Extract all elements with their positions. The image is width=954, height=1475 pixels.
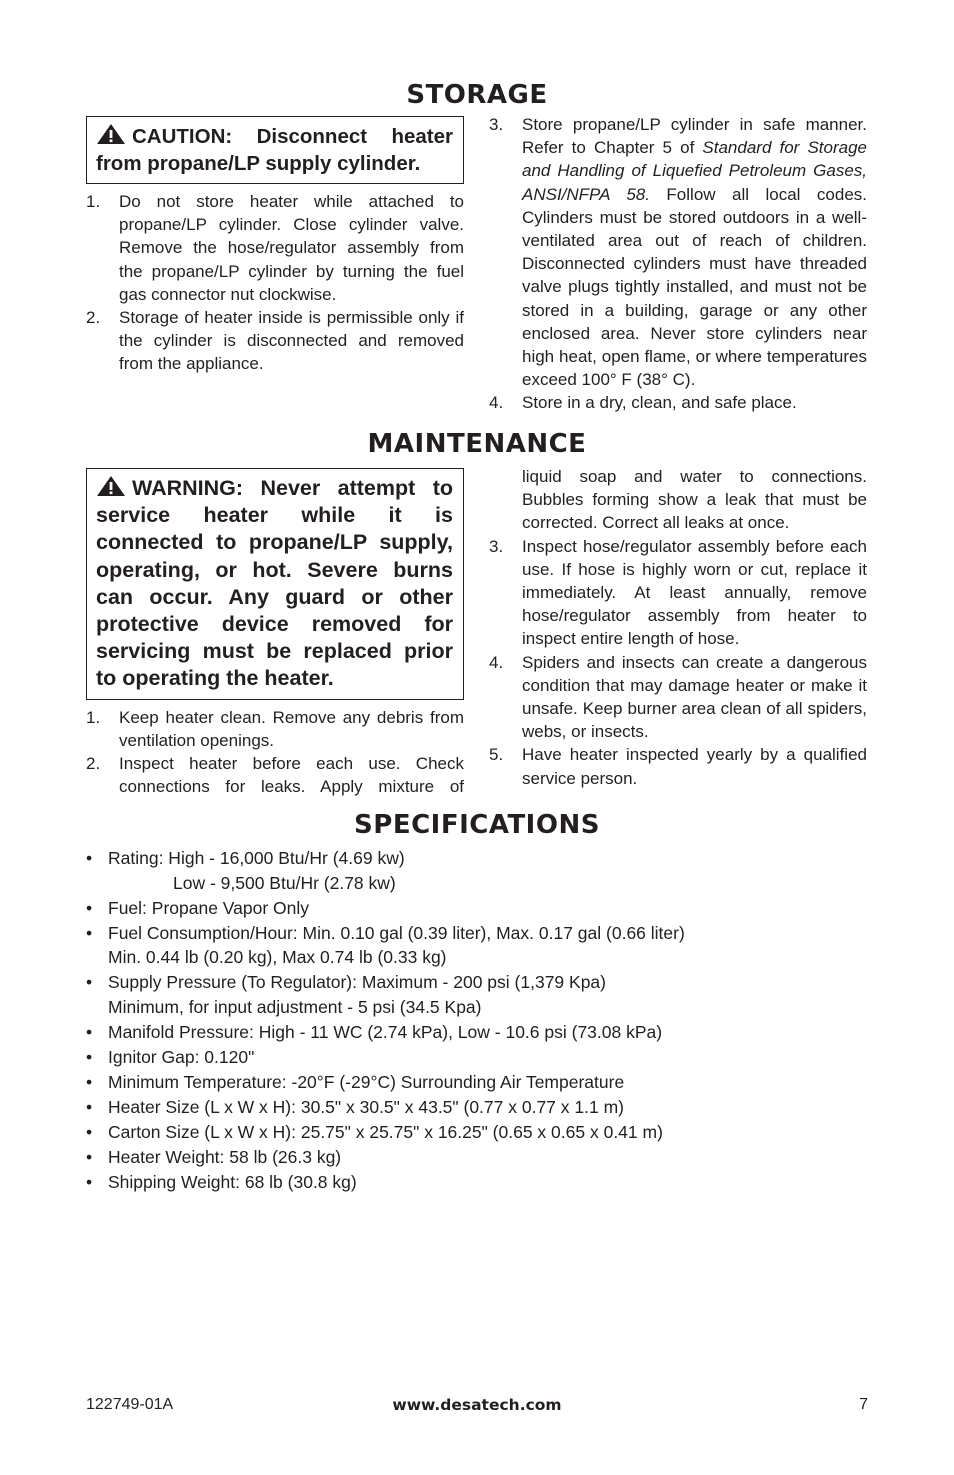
- specifications-heading: SPECIFICATIONS: [354, 810, 600, 840]
- list-item: • Manifold Pressure: High - 11 WC (2.74 kPa), Low - 10.6 psi (73.08 kPa): [86, 1021, 663, 1042]
- maintenance-heading: MAINTENANCE: [367, 429, 587, 459]
- storage-list-right: [489, 113, 867, 415]
- specifications-list: [86, 846, 806, 1195]
- list-item: • Rating: High - 16,000 Btu/Hr (4.69 kw) Low - 9,500 Btu/Hr (2.78 kw): [86, 848, 405, 893]
- list-item: • Ignitor Gap: 0.120": [86, 1046, 255, 1067]
- warning-triangle-icon: [96, 123, 126, 145]
- maintenance-left-column: [86, 468, 464, 798]
- list-item: 3. Inspect hose/regulator assembly before each use. If hose is highly worn or cut, replace it immediately. At least annually, remove hose/regulator assembly from heater to inspect entire length of hose.: [489, 536, 867, 649]
- caution-text: CAUTION: Disconnect heater from propane/LP supply cylinder.: [96, 125, 453, 175]
- list-item: • Carton Size (L x W x H): 25.75" x 25.75" x 16.25" (0.65 x 0.65 x 0.41 m): [86, 1121, 663, 1142]
- list-item: • Minimum Temperature: -20°F (-29°C) Surrounding Air Temperature: [86, 1071, 625, 1092]
- website-link[interactable]: www.desatech.com: [392, 1396, 562, 1414]
- list-item: • Shipping Weight: 68 lb (30.8 kg): [86, 1171, 357, 1192]
- standard-reference: Standard for Storage and Handling of Liquefied Petroleum Gases, ANSI/NFPA 58.: [522, 138, 867, 204]
- warning-triangle-icon: [96, 475, 126, 497]
- list-item: • Heater Size (L x W x H): 30.5" x 30.5" x 43.5" (0.77 x 0.77 x 1.1 m): [86, 1096, 624, 1117]
- list-item: • Heater Weight: 58 lb (26.3 kg): [86, 1146, 342, 1167]
- list-item: 4. Spiders and insects can create a dangerous condition that may damage heater or make it unsafe. Keep burner area clean of all spiders, webs, or insects.: [489, 652, 867, 742]
- list-item: • Fuel: Propane Vapor Only: [86, 897, 310, 918]
- storage-list-left: [86, 190, 464, 376]
- list-item: 2. Inspect heater before each use. Check connections for leaks. Apply mixture of: [86, 754, 464, 797]
- maintenance-list-left: [86, 706, 464, 799]
- storage-heading: STORAGE: [406, 80, 548, 110]
- list-item: 4. Store in a dry, clean, and safe place.: [489, 393, 797, 413]
- list-item: 2. Storage of heater inside is permissible only if the cylinder is disconnected and removed from the appliance.: [86, 308, 464, 374]
- maintenance-list-right: [489, 535, 867, 790]
- list-item-continuation: liquid soap and water to connections. Bubbles forming show a leak that must be corrected. Correct all leaks at once.: [522, 467, 867, 533]
- storage-right-column: [489, 113, 867, 415]
- list-item: 1. Do not store heater while attached to propane/LP cylinder. Close cylinder valve. Remove the hose/regulator assembly from the propane/LP cylinder by turning the fuel gas connector nut clockwise.: [86, 192, 464, 304]
- list-item: • Supply Pressure (To Regulator): Maximum - 200 psi (1,379 Kpa) Minimum, for input adjustment - 5 psi (34.5 Kpa): [86, 972, 606, 1017]
- list-item: • Fuel Consumption/Hour: Min. 0.10 gal (0.39 liter), Max. 0.17 gal (0.66 liter) Min. 0.44 lb (0.20 kg), Max 0.74 lb (0.33 kg): [86, 922, 685, 967]
- warning-box: [86, 468, 464, 700]
- list-item: 5. Have heater inspected yearly by a qualified service person.: [489, 745, 867, 788]
- storage-left-column: [86, 116, 464, 376]
- maintenance-right-column: [489, 465, 867, 790]
- page-number: 7: [859, 1396, 868, 1413]
- list-item: 3. Store propane/LP cylinder in safe manner. Refer to Chapter 5 of Standard for Storage and Handling of Liquefied Petroleum Gases, ANSI/NFPA 58. Follow all local codes. Cylinders must be stored outdoors in a well-ventilated area out of reach of children. Disconnected cylinders must have threaded valve plugs tightly installed, and must not be stored in a building, garage or any other enclosed area. Never store cylinders near high heat, open flame, or where temperatures exceed 100° F (38° C).: [489, 115, 868, 390]
- list-item: 1. Keep heater clean. Remove any debris from ventilation openings.: [86, 707, 464, 750]
- warning-text: WARNING: Never attempt to service heater while it is connected to propane/LP supply, operating, or hot. Severe burns can occur. Any guard or other protective device removed for servicing must be replaced prior to operating the heater.: [96, 476, 453, 691]
- caution-box: [86, 116, 464, 184]
- document-number: 122749-01A: [86, 1396, 174, 1413]
